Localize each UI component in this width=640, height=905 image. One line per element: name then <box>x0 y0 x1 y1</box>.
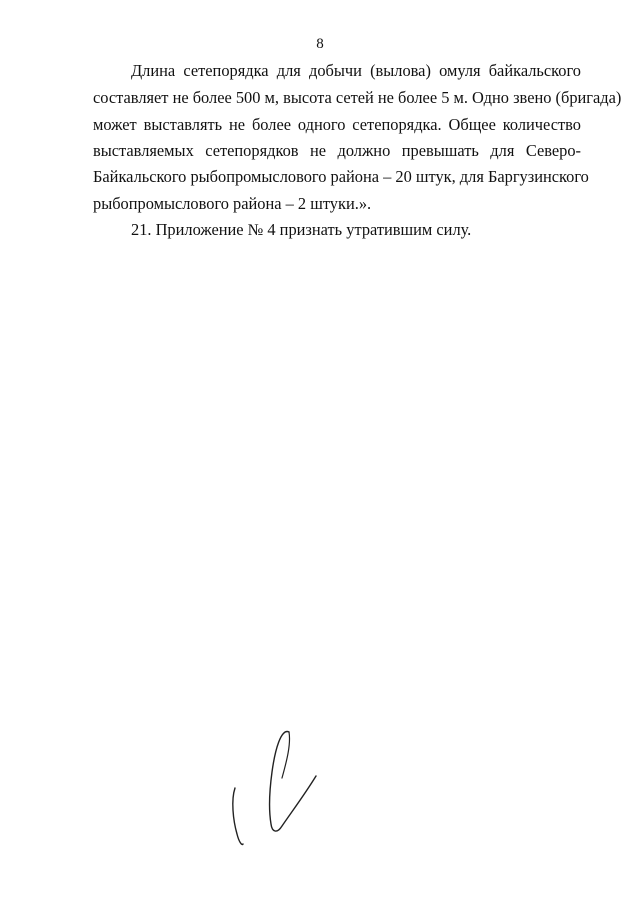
paragraph-line: может выставлять не более одного сетепорядка. Общее количество <box>93 115 581 134</box>
paragraph-line: рыбопромыслового района – 2 штуки.». <box>93 194 372 213</box>
paragraph-line: составляет не более 500 м, высота сетей не более 5 м. Одно звено (бригада) <box>93 88 622 107</box>
paragraph-line: Байкальского рыбопромыслового района – 20 штук, для Баргузинского <box>93 167 589 186</box>
paragraph-line: Длина сетепорядка для добычи (вылова) омуля байкальского <box>131 61 581 80</box>
paragraph-line: выставляемых сетепорядков не должно превышать для Северо- <box>93 141 581 160</box>
page-number: 8 <box>316 36 324 52</box>
handwritten-signature-icon <box>225 720 325 850</box>
clause-21: 21. Приложение № 4 признать утратившим силу. <box>131 220 472 239</box>
